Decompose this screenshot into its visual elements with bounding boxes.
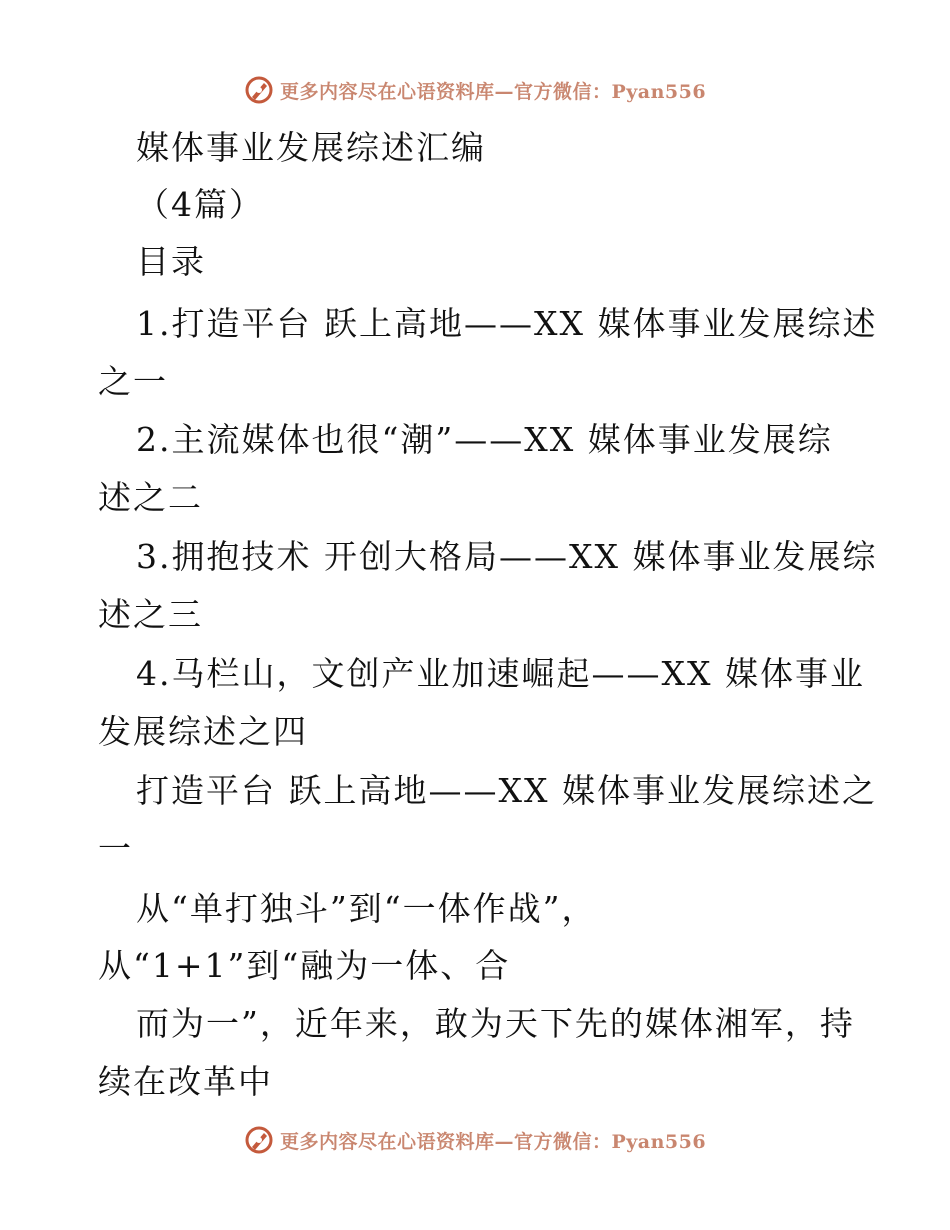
toc-item-3-line1: 3.拥抱技术 开创大格局——XX 媒体事业发展综	[136, 537, 878, 576]
toc-item-4-line1: 4.马栏山，文创产业加速崛起——XX 媒体事业	[136, 654, 865, 693]
footer-watermark	[0, 1122, 950, 1158]
body-line-1: 从“单打独斗”到“一体作战”，	[136, 889, 597, 928]
body-line-2: 从“1+1”到“融为一体、合	[98, 946, 511, 985]
section-heading-line1: 打造平台 跃上高地——XX 媒体事业发展综述之	[136, 771, 877, 810]
toc-item-4-line2: 发展综述之四	[98, 712, 308, 751]
document-subtitle: （4篇）	[136, 185, 264, 224]
toc-heading: 目录	[136, 242, 206, 281]
header-watermark	[0, 72, 950, 108]
watermark-text: 更多内容尽在心语资料库—官方微信：Pyan556	[279, 80, 707, 103]
toc-item-1-line1: 1.打造平台 跃上高地——XX 媒体事业发展综述	[136, 304, 878, 343]
toc-item-3-line2: 述之三	[98, 595, 203, 634]
document-title: 媒体事业发展综述汇编	[136, 128, 486, 167]
toc-item-2-line1: 2.主流媒体也很“潮”——XX 媒体事业发展综	[136, 420, 833, 459]
section-heading-line2: 一	[98, 829, 133, 868]
toc-item-2-line2: 述之二	[98, 478, 203, 517]
pen-logo-icon	[244, 75, 274, 105]
body-line-4: 续在改革中	[98, 1062, 273, 1101]
watermark-text: 更多内容尽在心语资料库—官方微信：Pyan556	[279, 1130, 707, 1153]
toc-item-1-line2: 之一	[98, 362, 168, 401]
pen-logo-icon	[244, 1125, 274, 1155]
body-line-3: 而为一”，近年来，敢为天下先的媒体湘军，持	[136, 1004, 855, 1043]
